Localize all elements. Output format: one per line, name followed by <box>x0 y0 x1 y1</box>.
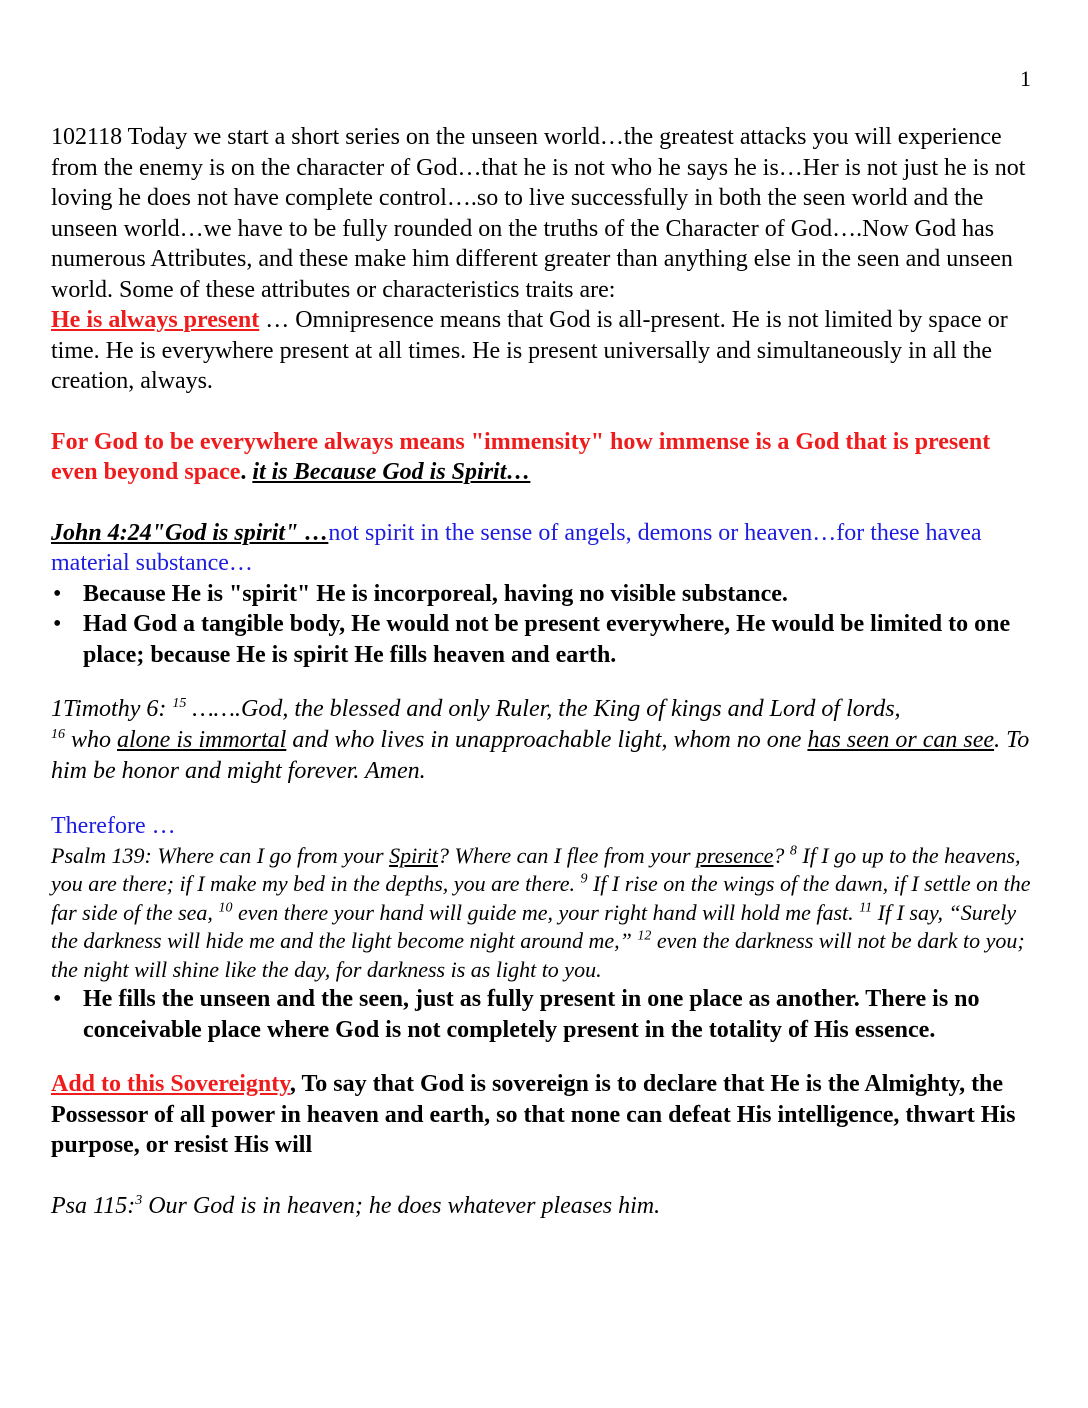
john-paragraph <box>51 518 1036 579</box>
sovereignty-paragraph <box>51 1069 1036 1161</box>
bullet-item: • Had God a tangible body, He would not be present everywhere, He would be limited to one place; because He is spirit He fills heaven and earth. <box>51 609 1036 670</box>
timothy-passage <box>51 694 1036 787</box>
psalm-text: If I rise on the wings of the dawn, if I settle on the far side of the sea, <box>51 871 1031 925</box>
john-reference: John 4:24"God is spirit" … <box>51 519 329 546</box>
verse-number: 16 <box>51 727 65 742</box>
verse-number: 8 <box>789 843 797 859</box>
omnipresence-paragraph <box>51 305 1036 397</box>
immensity-period: . <box>240 459 253 485</box>
verse-number: 9 <box>580 871 588 887</box>
timothy-text: who <box>65 727 118 753</box>
verse-number: 3 <box>135 1192 143 1208</box>
sovereignty-heading: Add to this Sovereignty <box>51 1071 290 1097</box>
john-text: not spirit in the sense of angels, demons or heaven…for these havea material substance… <box>51 519 982 576</box>
omnipresence-text: … Omnipresence means that God is all-present. He is not limited by space or time. He is everywhere present at all times. He is present universally and simultaneously in all the creation, always. <box>51 307 1008 394</box>
bullet-item: • Because He is "spirit" He is incorporeal, having no visible substance. <box>51 579 1036 610</box>
psalm-text: If I go up to the heavens, you are there; if I make my bed in the depths, you are there. <box>51 842 1021 896</box>
psalm-115-passage <box>51 1191 1036 1222</box>
page-number: 1 <box>1020 66 1031 91</box>
psalm-text: Psalm 139: Where can I go from your <box>51 842 390 868</box>
intro-paragraph: 102118 Today we start a short series on the unseen world…the greatest attacks you will experience from the enemy is on the character of God…that he is not who he says he is…Her is not just he is not loving he does not have complete control….so to live successfully in both the seen world and the unseen world…we have to be fully rounded on the truths of the Character of God….Now God has numerous Attributes, and these make him different greater than anything else in the seen and unseen world. Some of these attributes or characteristics traits are: <box>51 124 1026 303</box>
verse-number: 12 <box>637 928 652 944</box>
psalm-text: even the darkness will not be dark to you; the night will shine like the day, for darkness is as light to you. <box>51 928 1025 982</box>
therefore-line: Therefore … <box>51 813 176 839</box>
timothy-text: …….God, the blessed and only Ruler, the King of kings and Lord of lords, <box>186 696 901 722</box>
immensity-text: For God to be everywhere always means "immensity" how immense is a God that is present even beyond space <box>51 428 991 485</box>
omnipresence-heading: He is always present <box>51 307 260 333</box>
spirit-bullet-list <box>51 579 1036 671</box>
psalm-underline: Spirit <box>389 842 438 868</box>
spirit-phrase: it is Because God is Spirit… <box>252 459 531 485</box>
psalm-139-passage <box>51 842 1036 985</box>
document-body <box>51 122 1036 1221</box>
psalm-underline: presence <box>696 842 774 868</box>
immensity-paragraph <box>51 427 1036 488</box>
sovereignty-text: , To say that God is sovereign is to declare that He is the Almighty, the Possessor of all power in heaven and earth, so that none can defeat His intelligence, thwart His purpose, or resist His will <box>51 1071 1016 1158</box>
timothy-underline: alone is immortal <box>117 727 287 753</box>
timothy-reference: 1Timothy 6: <box>51 696 173 722</box>
timothy-text: and who lives in unapproachable light, whom no one <box>286 727 808 753</box>
psalm-text: ? <box>773 842 790 868</box>
verse-number: 10 <box>218 900 233 916</box>
presence-bullet-list <box>51 984 1036 1045</box>
psalm-text: If I say, “Surely the darkness will hide me and the light become night around me,” <box>51 899 1017 953</box>
verse-number: 11 <box>859 900 873 916</box>
timothy-text: . To him be honor and might forever. Amen. <box>51 727 1030 784</box>
psalm-text: ? Where can I flee from your <box>438 842 697 868</box>
timothy-underline: has seen or can see <box>807 727 995 753</box>
bullet-item: • He fills the unseen and the seen, just as fully present in one place as another. There is no conceivable place where God is not completely present in the totality of His essence. <box>51 984 1036 1045</box>
psalm-115-reference: Psa 115: <box>51 1192 136 1219</box>
verse-number: 15 <box>172 696 187 711</box>
psalm-115-text: Our God is in heaven; he does whatever pleases him. <box>142 1192 661 1219</box>
psalm-text: even there your hand will guide me, your right hand will hold me fast. <box>232 899 860 925</box>
